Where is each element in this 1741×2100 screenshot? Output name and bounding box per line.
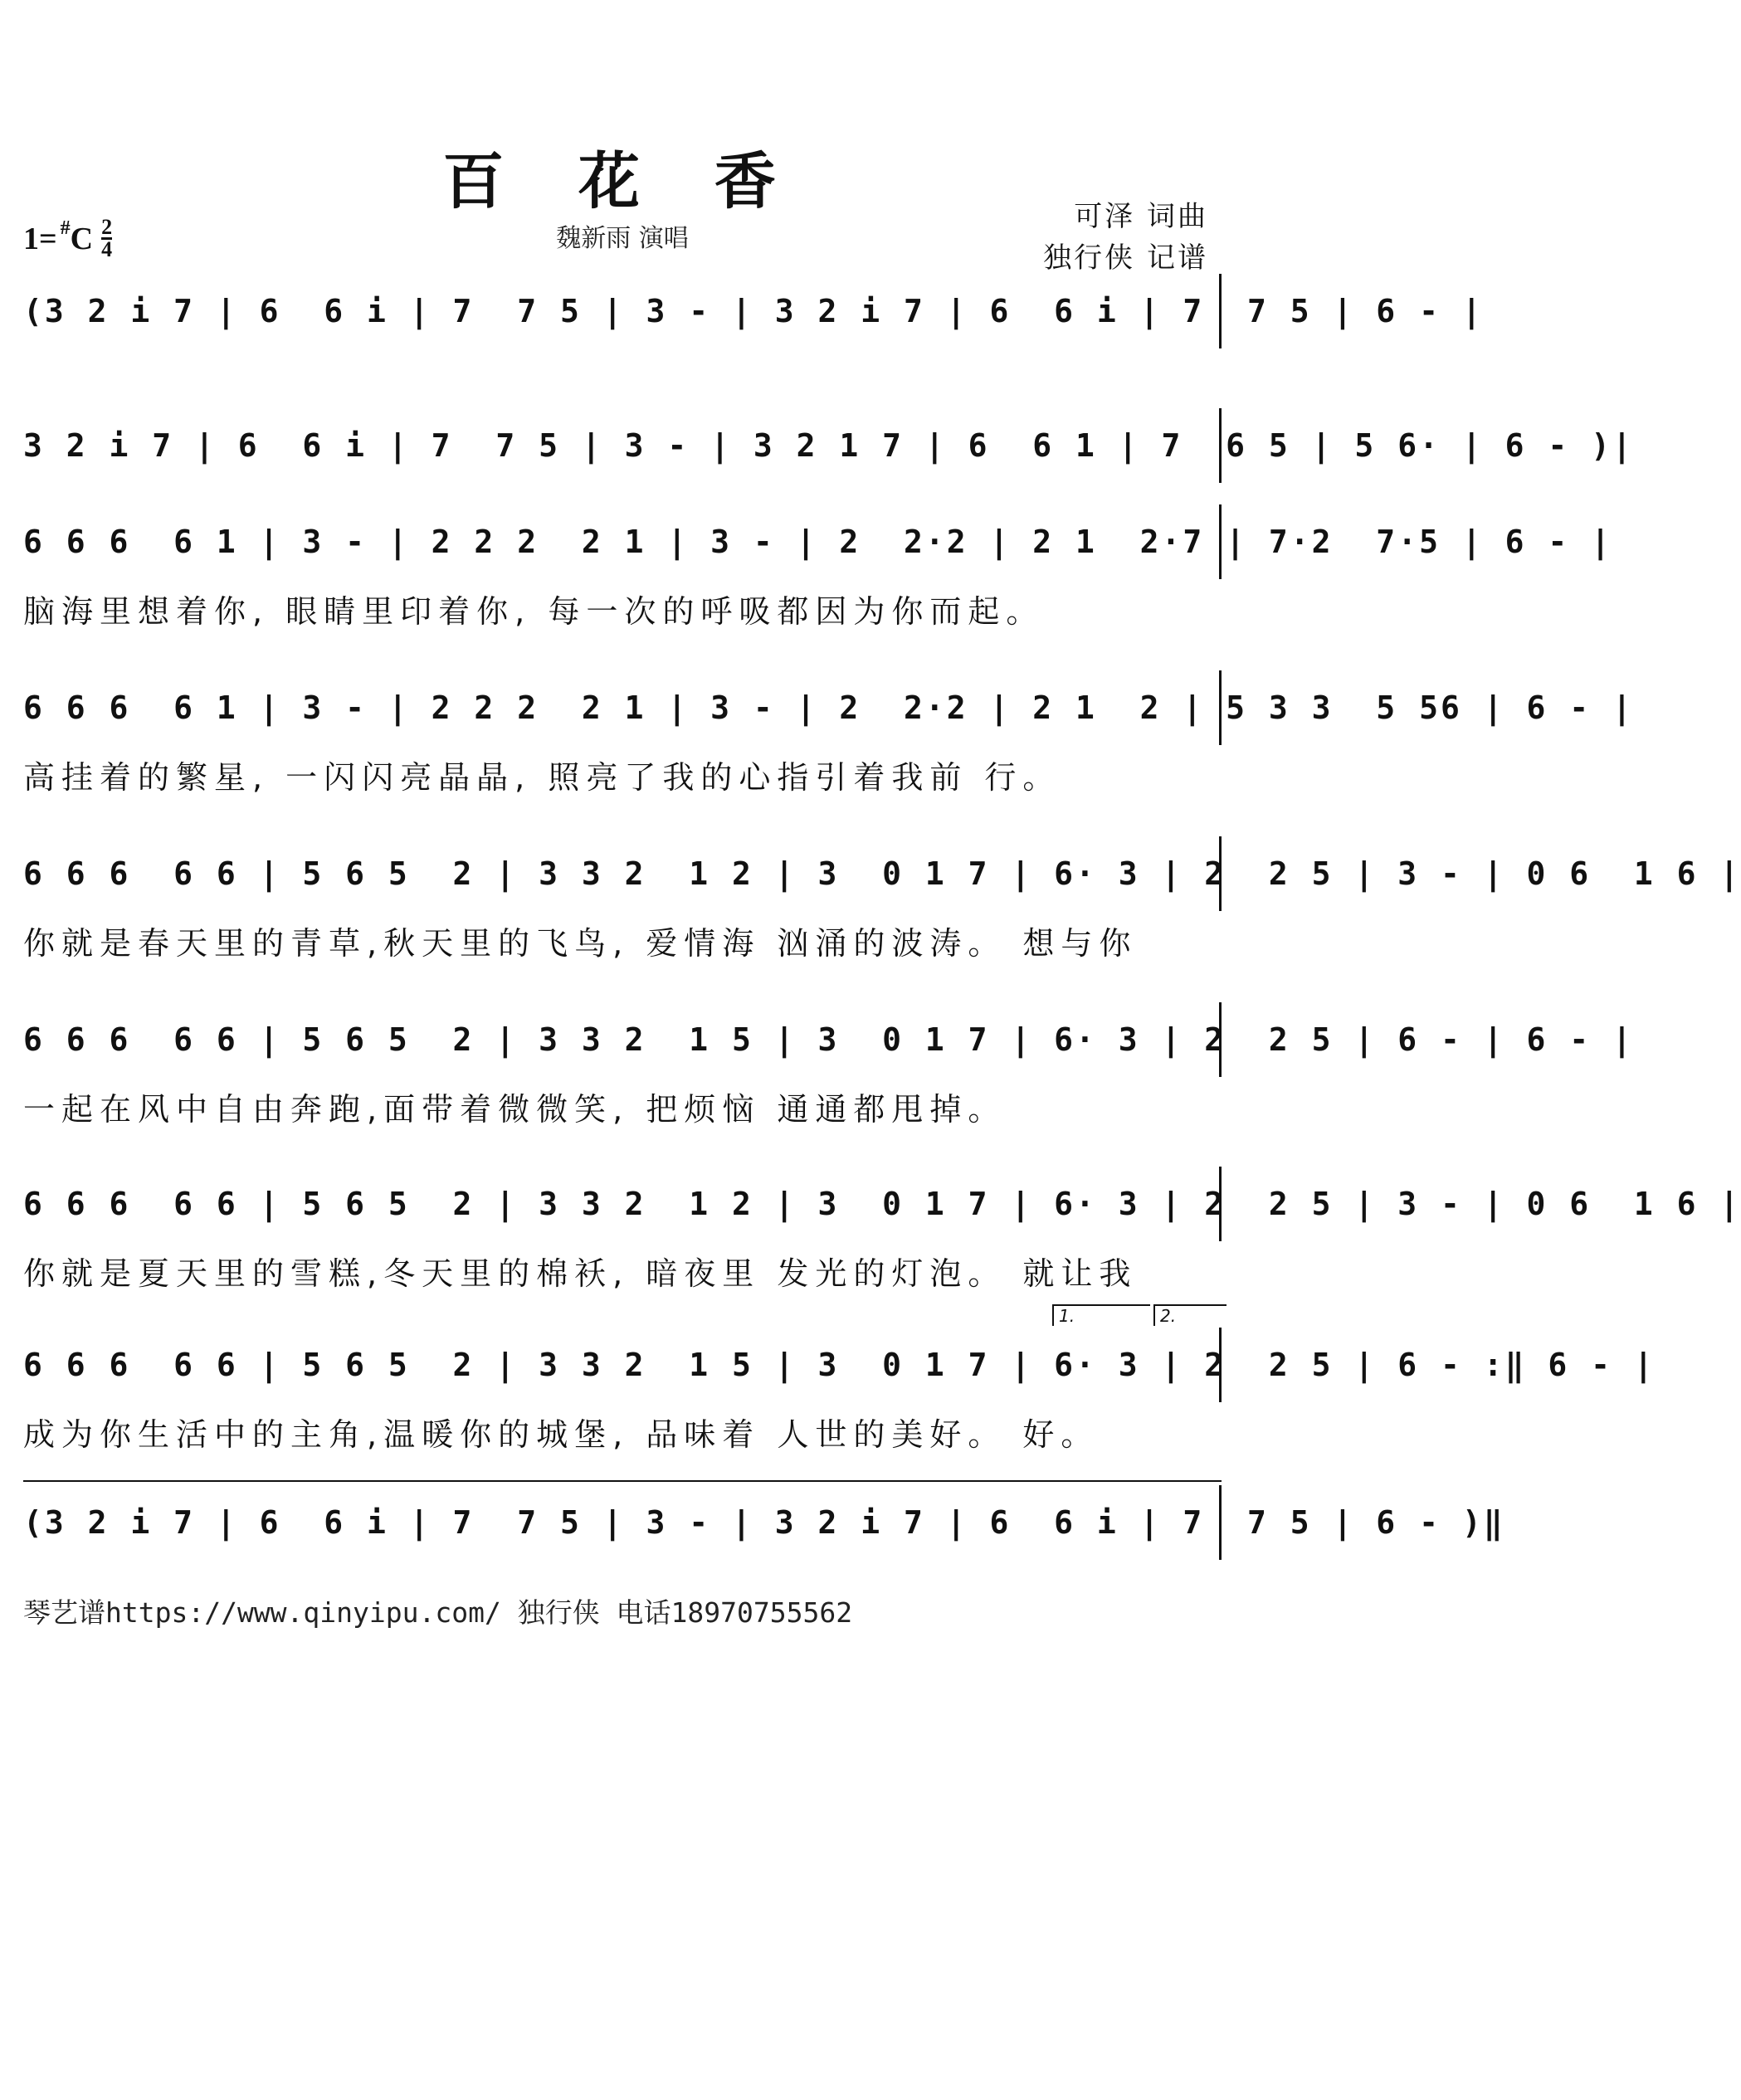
lyrics-line: 高挂着的繁星, 一闪闪亮晶晶, 照亮了我的心指引着我前 行。 [23,759,1061,796]
system-1 [23,274,1484,348]
meter-top: 2 [101,215,113,239]
footer-source: 琴艺谱https://www.qinyipu.com/ 独行侠 电话18970755562 [23,1596,853,1629]
system-6 [23,1002,1634,1129]
notation-line: 6 6 6 6 6 | 5 6 5 2 | 3 3 2 1 2 | 3 0 1 7 | 6· 3 | 2 2 5 | 3 - | 0 6 1 6 | [23,1167,1222,1241]
notation-line: 6 6 6 6 6 | 5 6 5 2 | 3 3 2 1 2 | 3 0 1 7 | 6· 3 | 2 2 5 | 3 - | 0 6 1 6 | [23,836,1222,911]
notation-line: 3 2 i 7 | 6 6 i | 7 7 5 | 3 - | 3 2 1 7 | 6 6 1 | 7 6 5 | 5 6· | 6 - )| [23,408,1222,483]
singer: 魏新雨 演唱 [556,224,689,253]
volta-brackets [1049,1304,1223,1329]
meter-bottom: 4 [101,237,113,261]
system-5 [23,836,1741,963]
notation-line: (3 2 i 7 | 6 6 i | 7 7 5 | 3 - | 3 2 i 7 | 6 6 i | 7 7 5 | 6 - | [23,274,1222,348]
lyrics-line: 脑海里想着你, 眼睛里印着你, 每一次的呼吸都因为你而起。 [23,593,1045,630]
lyrics-line: 一起在风中自由奔跑,面带着微微笑, 把烦恼 通通都甩掉。 [23,1091,1007,1128]
key-sharp: # [60,217,71,239]
page-title: 百 花 香 [442,146,802,217]
system-2 [23,408,1634,483]
notation-line: 6 6 6 6 1 | 3 - | 2 2 2 2 1 | 3 - | 2 2·2 | 2 1 2 | 5 3 3 5 56 | 6 - | [23,670,1222,745]
system-4 [23,670,1634,797]
notation-line: 6 6 6 6 6 | 5 6 5 2 | 3 3 2 1 5 | 3 0 1 7 | 6· 3 | 2 2 5 | 6 - :‖ 6 - | [23,1328,1222,1402]
notation-line: 6 6 6 6 6 | 5 6 5 2 | 3 3 2 1 5 | 3 0 1 7 | 6· 3 | 2 2 5 | 6 - | 6 - | [23,1002,1222,1077]
repeat-bracket-line [23,1480,1222,1482]
notation-line: 6 6 6 6 1 | 3 - | 2 2 2 2 1 | 3 - | 2 2·2 | 2 1 2·7 | 7·2 7·5 | 6 - | [23,504,1222,579]
key-base: 1= [23,221,57,256]
key-note: C [70,221,94,256]
key-signature [23,217,112,260]
volta-second: 2. [1153,1304,1227,1326]
volta-first: 1. [1052,1304,1150,1326]
system-8 [23,1306,1656,1454]
time-signature [101,217,112,260]
system-7 [23,1167,1741,1294]
lyrics-line: 你就是夏天里的雪糕,冬天里的棉袄, 暗夜里 发光的灯泡。 就让我 [23,1255,1138,1292]
system-9 [23,1485,1505,1560]
lyrics-line: 成为你生活中的主角,温暖你的城堡, 品味着 人世的美好。 好。 [23,1416,1100,1453]
credits-composer: 可泽 词曲 [1074,200,1208,233]
notation-line: (3 2 i 7 | 6 6 i | 7 7 5 | 3 - | 3 2 i 7 | 6 6 i | 7 7 5 | 6 - )‖ [23,1485,1222,1560]
credits [1043,196,1208,279]
credits-transcriber: 独行侠 记谱 [1043,241,1208,275]
lyrics-line: 你就是春天里的青草,秋天里的飞鸟, 爱情海 汹涌的波涛。 想与你 [23,925,1138,962]
system-3 [23,504,1612,631]
